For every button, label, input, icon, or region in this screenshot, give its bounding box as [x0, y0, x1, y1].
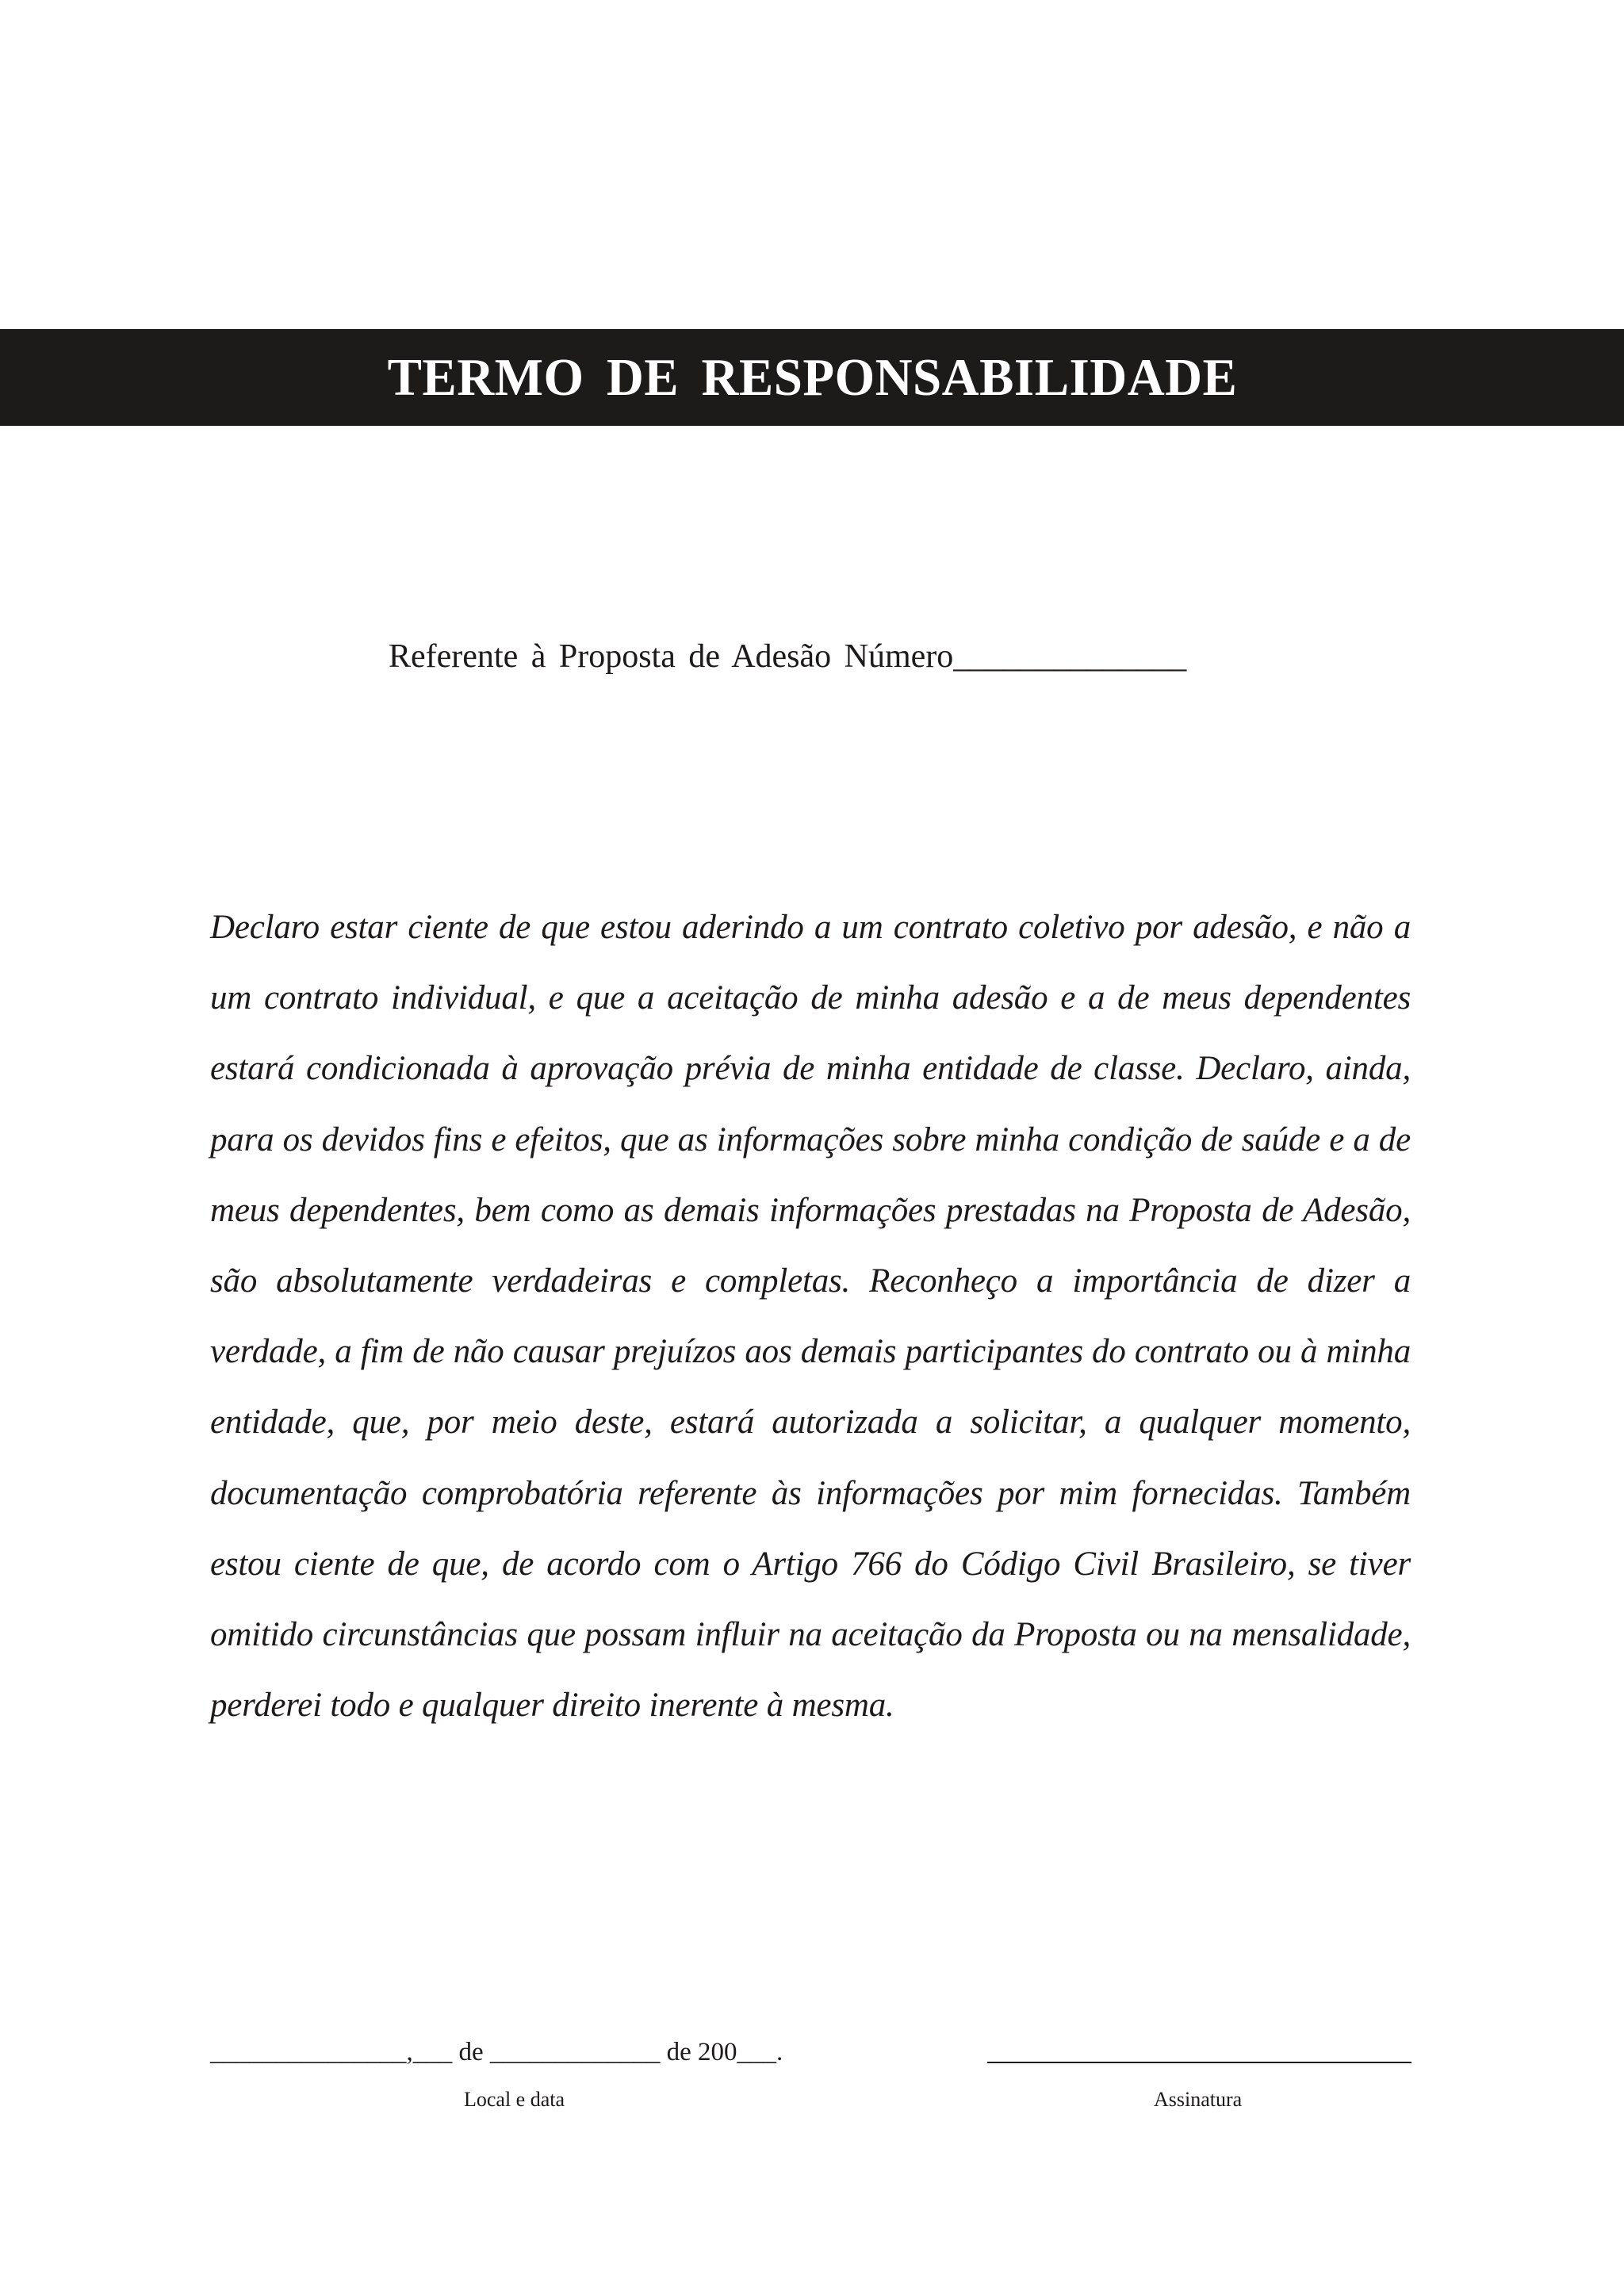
document-title: TERMO DE RESPONSABILIDADE [387, 347, 1237, 407]
proposal-reference: Referente à Proposta de Adesão Número______________ [389, 638, 1187, 675]
declaration-paragraph: Declaro estar ciente de que estou aderindo a um contrato coletivo por adesão, e não a um contrato individual, e que a aceitação de minha adesão e a de meus dependentes estará condicionada à aprovação prévia de minha entidade de classe. Declaro, ainda, para os devidos fins e efeitos, que as informações sobre minha condição de saúde e a de meus dependentes, bem como as demais informações prestadas na Proposta de Adesão, são absolutamente verdadeiras e completas. Reconheço a importância de dizer a verdade, a fim de não causar prejuízos aos demais participantes do contrato ou à minha entidade, que, por meio deste, estará autorizada a solicitar, a qualquer momento, documentação comprobatória referente às informações por mim fornecidas. Também estou ciente de que, de acordo com o Artigo 766 do Código Civil Brasileiro, se tiver omitido circunstâncias que possam influir na aceitação da Proposta ou na mensalidade, perderei todo e qualquer direito inerente à mesma. [210, 909, 1411, 1725]
local-date-label: Local e data [464, 2088, 565, 2111]
signature-label: Assinatura [1154, 2088, 1243, 2111]
local-date-line: _______________,___ de _____________ de 200___. [210, 2038, 783, 2066]
title-bar [0, 329, 1624, 426]
signature-line [987, 2062, 1411, 2063]
